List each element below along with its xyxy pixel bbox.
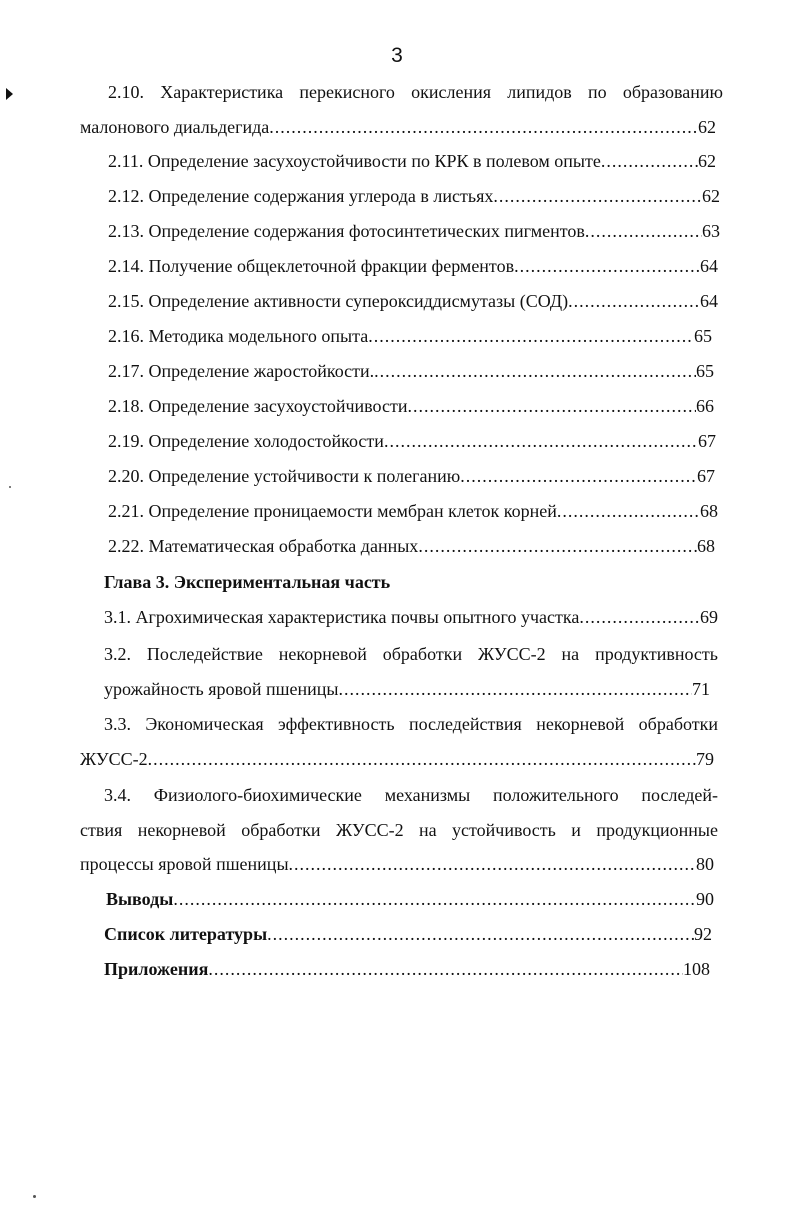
toc-entry-text: 3.4. Физиолого-биохимические механизмы положительного последей-: [104, 785, 718, 805]
toc-page-number: 65: [694, 326, 712, 346]
toc-leader-dots: [173, 888, 696, 910]
toc-leader-dots: [269, 116, 698, 138]
scan-speck: [33, 1195, 36, 1198]
toc-entry-3-4: [80, 853, 714, 875]
toc-entry-text: урожайность яровой пшеницы: [104, 679, 339, 699]
toc-entry-3-3-line1: [104, 713, 718, 735]
toc-entry-2-16: [108, 325, 712, 347]
toc-entry-appendices: [104, 958, 710, 980]
toc-entry-2-21: [108, 500, 718, 522]
toc-entry-3-4-line2: [80, 819, 718, 841]
toc-entry-3-4-line1: [104, 784, 718, 806]
toc-entry-2-19: [108, 430, 716, 452]
toc-entry-3-2: [104, 678, 710, 700]
toc-leader-dots: [493, 185, 702, 207]
toc-leader-dots: [557, 500, 700, 522]
toc-page-number: 63: [702, 221, 720, 241]
toc-page-number: 92: [694, 924, 712, 944]
chapter-heading-text: Глава 3. Экспериментальная часть: [104, 572, 391, 592]
toc-leader-dots: [267, 923, 694, 945]
toc-entry-text: 3.3. Экономическая эффективность последействия некорневой обработки: [104, 714, 718, 734]
toc-page-number: 79: [696, 749, 714, 769]
chapter-3-heading: [104, 571, 604, 593]
toc-leader-dots: [289, 853, 696, 875]
toc-entry-2-10: [80, 116, 716, 138]
toc-leader-dots: [408, 395, 697, 417]
toc-entry-text: процессы яровой пшеницы: [80, 854, 289, 874]
toc-entry-2-20: [108, 465, 715, 487]
toc-leader-dots: [339, 678, 692, 700]
toc-entry-text: 2.14. Получение общеклеточной фракции ферментов: [108, 256, 515, 276]
toc-entry-2-11: [108, 150, 716, 172]
toc-leader-dots: [585, 220, 702, 242]
toc-entry-text: Приложения: [104, 959, 209, 979]
toc-entry-text: 2.10. Характеристика перекисного окисления липидов по образованию: [108, 82, 723, 102]
toc-entry-3-1: [104, 606, 718, 628]
toc-leader-dots: [460, 465, 697, 487]
toc-entry-2-13: [108, 220, 720, 242]
toc-entry-text: ствия некорневой обработки ЖУСС-2 на устойчивость и продукционные: [80, 820, 718, 840]
toc-page-number: 108: [683, 959, 710, 979]
toc-leader-dots: [601, 150, 698, 172]
toc-entry-text: ЖУСС-2: [80, 749, 148, 769]
toc-entry-2-14: [108, 255, 718, 277]
toc-entry-2-12: [108, 185, 720, 207]
toc-page-number: 66: [696, 396, 714, 416]
toc-leader-dots: [374, 360, 696, 382]
toc-leader-dots: [148, 748, 696, 770]
toc-page-number: 67: [698, 431, 716, 451]
toc-page-number: 62: [702, 186, 720, 206]
toc-page-number: 68: [697, 536, 715, 556]
toc-entry-text: 2.22. Математическая обработка данных: [108, 536, 419, 556]
toc-entry-text: 2.11. Определение засухоустойчивости по КРК в полевом опыте: [108, 151, 601, 171]
toc-entry-3-3: [80, 748, 714, 770]
toc-page-number: 64: [700, 256, 718, 276]
toc-leader-dots: [208, 958, 683, 980]
toc-page-number: 62: [698, 117, 716, 137]
toc-entry-text: 2.13. Определение содержания фотосинтетических пигментов: [108, 221, 585, 241]
toc-leader-dots: [568, 290, 700, 312]
toc-entry-text: Список литературы: [104, 924, 268, 944]
toc-leader-dots: [579, 606, 700, 628]
toc-entry-text: 2.16. Методика модельного опыта: [108, 326, 369, 346]
toc-page-number: 62: [698, 151, 716, 171]
toc-entry-2-22: [108, 535, 715, 557]
toc-entry-references: [104, 923, 712, 945]
toc-entry-text: 3.2. Последействие некорневой обработки ЖУСС-2 на продуктивность: [104, 644, 718, 664]
toc-entry-text: 2.18. Определение засухоустойчивости: [108, 396, 408, 416]
toc-entry-text: 3.1. Агрохимическая характеристика почвы опытного участка: [104, 607, 580, 627]
toc-entry-text: 2.19. Определение холодостойкости: [108, 431, 384, 451]
toc-entry-text: малонового диальдегида: [80, 117, 270, 137]
toc-entry-3-2-line1: [104, 643, 718, 665]
toc-leader-dots: [418, 535, 697, 557]
toc-entry-2-17: [108, 360, 714, 382]
toc-page-number: 65: [696, 361, 714, 381]
toc-page-number: 67: [697, 466, 715, 486]
toc-entry-text: 2.12. Определение содержания углерода в листьях: [108, 186, 494, 206]
scan-speck: [9, 486, 11, 488]
toc-leader-dots: [368, 325, 694, 347]
toc-entry-text: Выводы: [106, 889, 174, 909]
toc-page-number: 90: [696, 889, 714, 909]
toc-entry-text: 2.15. Определение активности супероксиддисмутазы (СОД): [108, 291, 569, 311]
margin-arrow-mark: [6, 88, 13, 100]
toc-entry-2-18: [108, 395, 714, 417]
toc-entry-text: 2.21. Определение проницаемости мембран клеток корней: [108, 501, 557, 521]
toc-entry-conclusions: [106, 888, 714, 910]
toc-entry-2-15: [108, 290, 718, 312]
toc-page-number: 64: [700, 291, 718, 311]
toc-entry-text: 2.20. Определение устойчивости к полеганию: [108, 466, 461, 486]
toc-page-number: 68: [700, 501, 718, 521]
toc-entry-2-10-line1: [108, 81, 723, 103]
page-number: 3: [391, 44, 403, 67]
toc-page-number: 69: [700, 607, 718, 627]
toc-leader-dots: [514, 255, 700, 277]
toc-page-number: 71: [692, 679, 710, 699]
toc-page-number: 80: [696, 854, 714, 874]
toc-entry-text: 2.17. Определение жаростойкости.: [108, 361, 375, 381]
toc-leader-dots: [384, 430, 698, 452]
